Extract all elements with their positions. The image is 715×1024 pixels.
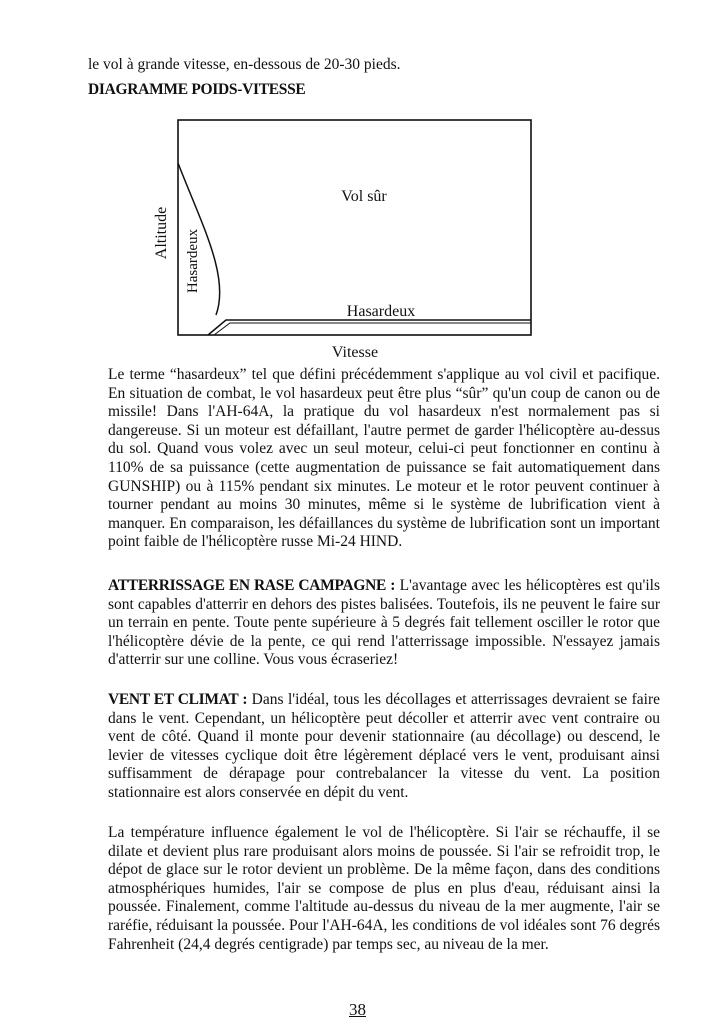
region-label-safe: Vol sûr (341, 188, 387, 205)
diagram-svg (140, 115, 540, 365)
intro-line: le vol à grande vitesse, en-dessous de 20-30 pieds. (88, 56, 401, 73)
x-axis-label: Vitesse (331, 344, 379, 361)
paragraph-text: L'avantage avec les hélicoptères est qu'ils sont capables d'atterrir en dehors des pistes balisées. Toutefois, ils ne peuvent le faire sur un terrain en pente. Toute pente supérieure à 5 degrés fait tellement osciller le rotor que l'hélicoptère dévie de la pente, ce qui rend l'atterrissage impossible. N'essayez jamais d'atterrir sur une colline. Vous vous écraseriez! (108, 577, 660, 669)
weight-speed-diagram (140, 115, 540, 365)
y-axis-label: Altitude (153, 206, 170, 260)
hazard-line-low-altitude-inner (214, 323, 531, 335)
paragraph-rough-landing (108, 577, 660, 670)
hazard-line-low-altitude (208, 320, 531, 335)
region-label-hazard-low-speed: Hasardeux (185, 228, 201, 294)
paragraph-wind-climate (108, 691, 660, 803)
paragraph-hazardous (108, 366, 660, 552)
paragraph-lead: VENT ET CLIMAT : (108, 691, 248, 708)
region-label-hazard-low-altitude: Hasardeux (346, 303, 416, 320)
page-number: 38 (349, 1000, 366, 1019)
paragraph-lead: ATTERRISSAGE EN RASE CAMPAGNE : (108, 577, 396, 594)
paragraph-text: Dans l'idéal, tous les décollages et atterrissages devraient se faire dans le vent. Cependant, un hélicoptère peut décoller et atterrir avec vent contraire ou vent de côté. Quand il monte pour devenir stationnaire (au décollage) ou descend, le levier de vitesses cyclique doit être légèrement déplacé vers le vent, produisant ainsi suffisamment de dérapage pour contrebalancer la vitesse du vent. La position stationnaire est alors conservée en dépit du vent. (108, 691, 660, 801)
section-title: DIAGRAMME POIDS-VITESSE (88, 81, 306, 98)
paragraph-temperature (108, 824, 660, 954)
paragraph-text: Le terme “hasardeux” tel que défini précédemment s'applique au vol civil et pacifique. En situation de combat, le vol hasardeux peut être plus “sûr” qu'un coup de canon ou de missile! Dans l'AH-64A, la pratique du vol hasardeux n'est normalement pas si dangereuse. Si un moteur est défaillant, l'autre permet de garder l'hélicoptère au-dessus du sol. Quand vous volez avec un seul moteur, celui-ci peut fonctionner en continu à 110% de sa puissance (cette augmentation de puissance se fait automatiquement dans GUNSHIP) ou à 115% pendant six minutes. Le moteur et le rotor peuvent continuer à tourner pendant au moins 30 minutes, même si le système de lubrification vient à manquer. En comparaison, les défaillances du système de lubrification sont un important point faible de l'hélicoptère russe Mi-24 HIND. (108, 366, 660, 551)
paragraph-text: La température influence également le vol de l'hélicoptère. Si l'air se réchauffe, il se dilate et devient plus rare produisant alors moins de poussée. Si l'air se refroidit trop, le dépot de glace sur le rotor devient un problème. De la même façon, dans des conditions atmosphériques humides, l'air se compose de plus en plus d'eau, réduisant ainsi la poussée. Finalement, comme l'altitude au-dessus du niveau de la mer augmente, l'air se raréfie, réduisant la poussée. Pour l'AH-64A, les conditions de vol idéales sont 76 degrés Fahrenheit (24,4 degrés centigrade) par temps sec, au niveau de la mer. (108, 824, 660, 953)
